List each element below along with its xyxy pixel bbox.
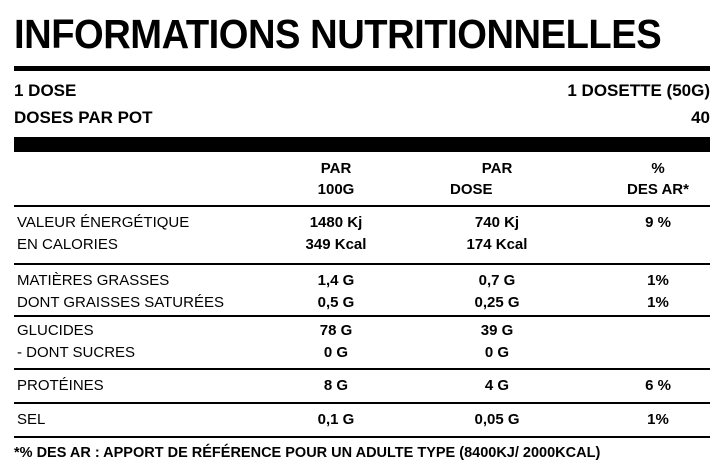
- serving-size-value: 1 DOSETTE (50G): [567, 81, 710, 100]
- servings-per-container-row: [14, 107, 710, 129]
- header-per100-line1: PAR: [320, 160, 352, 177]
- protein-perdose: 4 G: [484, 377, 510, 394]
- header-perdose-line1: PAR: [481, 160, 513, 177]
- nutrient-label-energy: VALEUR ÉNERGÉTIQUE: [17, 214, 190, 231]
- divider-3: [14, 315, 710, 317]
- serving-size-row: [14, 80, 710, 102]
- servings-per-container-label: DOSES PAR POT: [14, 108, 153, 127]
- energy-ar: 9 %: [645, 214, 671, 231]
- sugars-per100: 0 G: [323, 344, 349, 361]
- header-perdose-line2: DOSE: [450, 181, 493, 198]
- nutrient-label-protein: PROTÉINES: [17, 377, 104, 394]
- energy-per100: 1480 Kj: [309, 214, 363, 231]
- salt-ar: 1%: [647, 411, 669, 428]
- nutrient-label-carbohydrates: GLUCIDES: [17, 322, 94, 339]
- sugars-perdose: 0 G: [484, 344, 510, 361]
- fat-ar: 1%: [647, 272, 669, 289]
- calories-per100: 349 Kcal: [305, 236, 367, 253]
- footnote: *% DES AR : APPORT DE RÉFÉRENCE POUR UN ADULTE TYPE (8400KJ/ 2000KCAL): [14, 445, 601, 461]
- saturated-fat-ar: 1%: [647, 294, 669, 311]
- fat-per100: 1,4 G: [317, 272, 355, 289]
- serving-size-label: 1 DOSE: [14, 81, 77, 100]
- header-ar-line1: %: [651, 160, 665, 177]
- top-divider: [14, 66, 710, 71]
- header-per100-line2: 100G: [317, 181, 355, 198]
- nutrient-label-sugars: - DONT SUCRES: [17, 344, 136, 361]
- divider-2: [14, 263, 710, 265]
- protein-ar: 6 %: [645, 377, 671, 394]
- protein-per100: 8 G: [323, 377, 349, 394]
- carbohydrates-per100: 78 G: [319, 322, 353, 339]
- header-ar-line2: DES AR*: [627, 181, 689, 198]
- fat-perdose: 0,7 G: [478, 272, 516, 289]
- salt-perdose: 0,05 G: [474, 411, 520, 428]
- divider-4: [14, 368, 710, 370]
- page-title: INFORMATIONS NUTRITIONNELLES: [14, 11, 662, 57]
- nutrient-label-salt: SEL: [17, 411, 46, 428]
- saturated-fat-per100: 0,5 G: [317, 294, 355, 311]
- carbohydrates-perdose: 39 G: [480, 322, 514, 339]
- salt-per100: 0,1 G: [317, 411, 355, 428]
- divider-5: [14, 402, 710, 404]
- energy-perdose: 740 Kj: [474, 214, 520, 231]
- divider-6: [14, 436, 710, 438]
- servings-per-container-value: 40: [691, 108, 710, 127]
- divider-1: [14, 205, 710, 207]
- header-divider: [14, 137, 710, 152]
- calories-perdose: 174 Kcal: [466, 236, 528, 253]
- nutrient-label-fat: MATIÈRES GRASSES: [17, 272, 170, 289]
- nutrient-label-calories: EN CALORIES: [17, 236, 118, 253]
- saturated-fat-perdose: 0,25 G: [474, 294, 520, 311]
- nutrient-label-saturated-fat: DONT GRAISSES SATURÉES: [17, 294, 224, 311]
